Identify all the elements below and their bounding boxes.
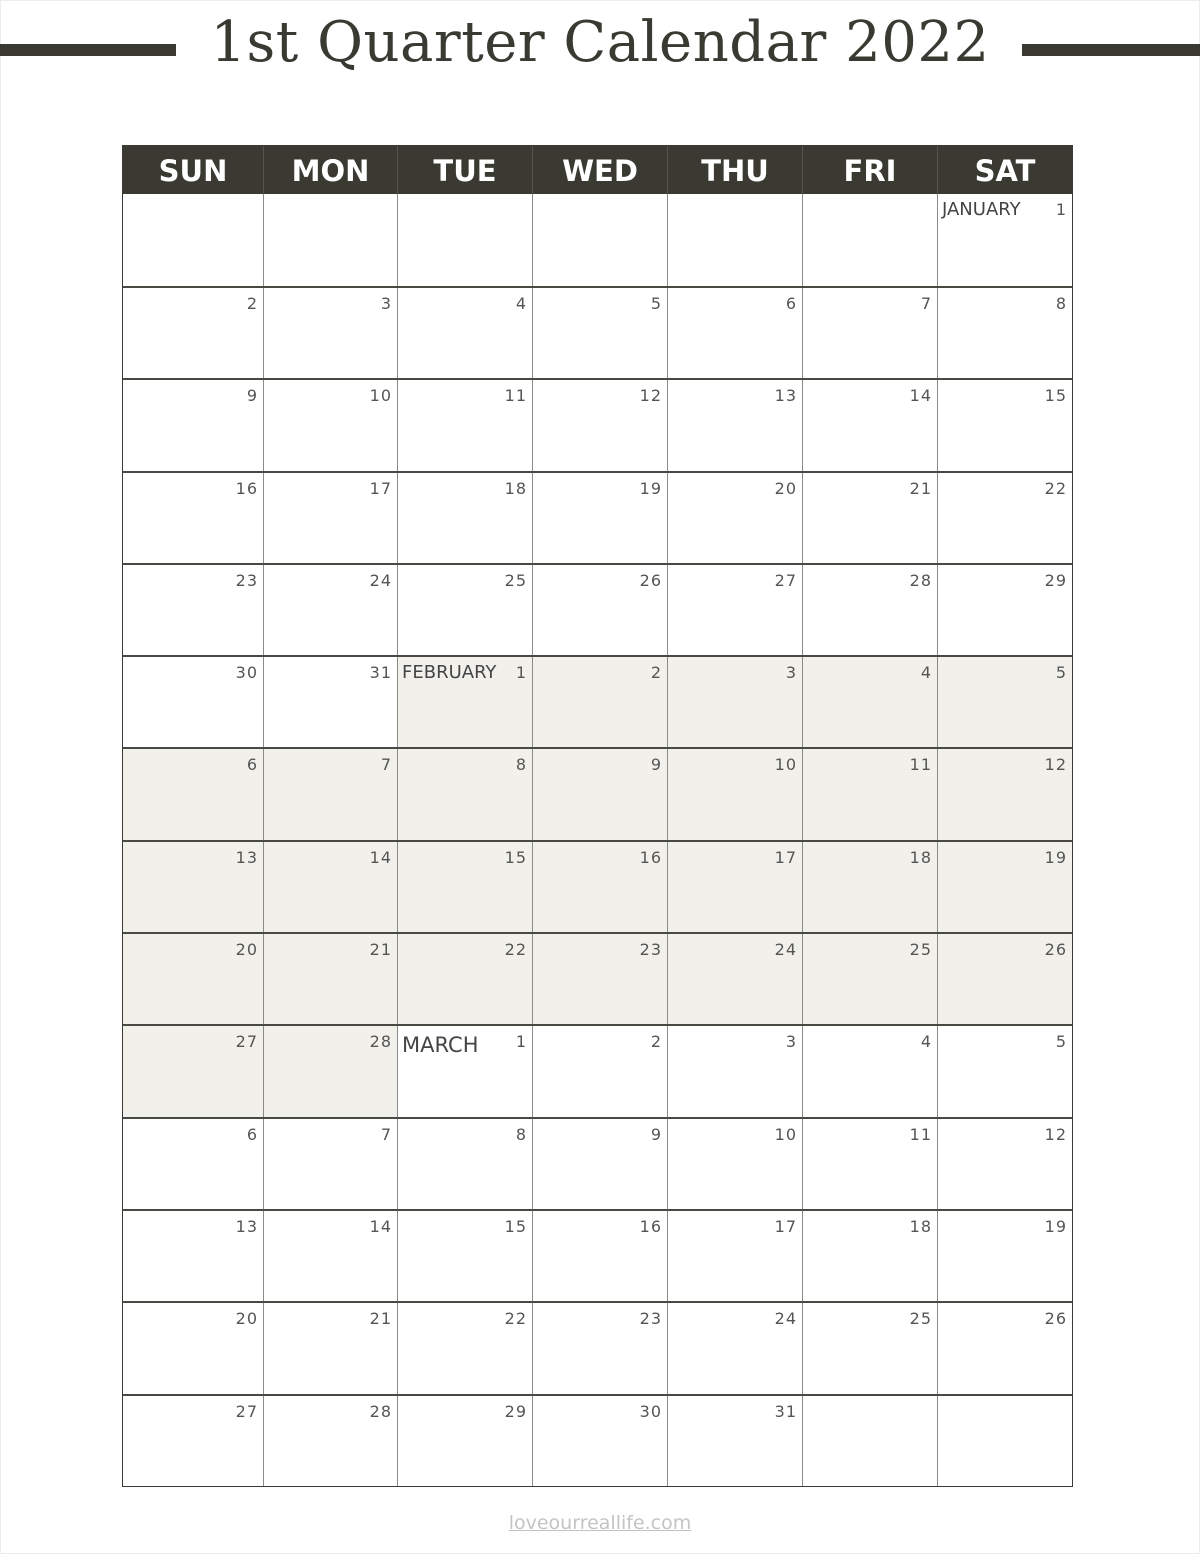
calendar-weeks <box>123 194 1072 1486</box>
day-number: 13 <box>774 386 797 406</box>
day-cell[interactable] <box>123 934 264 1024</box>
day-cell[interactable] <box>533 288 668 378</box>
day-number: 27 <box>235 1032 258 1052</box>
day-cell[interactable] <box>938 194 1072 286</box>
day-number: 9 <box>650 755 662 775</box>
day-cell[interactable] <box>938 1026 1072 1116</box>
footer-website-link[interactable]: loveourreallife.com <box>508 1512 692 1534</box>
title-decor-bar-right <box>1022 44 1200 56</box>
day-number: 5 <box>1055 1032 1067 1052</box>
day-cell[interactable] <box>123 473 264 563</box>
day-number: 6 <box>246 755 258 775</box>
day-cell[interactable] <box>533 194 668 286</box>
day-number: 25 <box>504 570 527 590</box>
weekday-header-mon: MON <box>264 146 398 196</box>
day-cell[interactable] <box>938 565 1072 655</box>
week-row <box>123 471 1072 563</box>
day-cell[interactable] <box>938 842 1072 932</box>
day-cell[interactable] <box>803 1396 938 1486</box>
day-number: 23 <box>639 1309 662 1329</box>
day-number: 28 <box>369 1032 392 1052</box>
month-label: JANUARY <box>942 199 1021 220</box>
day-number: 13 <box>235 847 258 867</box>
weekday-header-tue: TUE <box>398 146 533 196</box>
day-number: 10 <box>774 755 797 775</box>
day-number: 28 <box>369 1401 392 1421</box>
day-number: 12 <box>1044 755 1067 775</box>
day-cell[interactable] <box>803 1211 938 1301</box>
day-cell[interactable] <box>668 380 803 470</box>
day-cell[interactable] <box>398 380 533 470</box>
day-cell[interactable] <box>264 934 398 1024</box>
day-cell[interactable] <box>264 1396 398 1486</box>
day-number: 2 <box>650 1032 662 1052</box>
day-cell[interactable] <box>533 1119 668 1209</box>
day-number: 23 <box>235 570 258 590</box>
day-number: 27 <box>235 1401 258 1421</box>
day-cell[interactable] <box>533 1396 668 1486</box>
day-number: 3 <box>380 294 392 313</box>
day-number: 29 <box>504 1401 527 1421</box>
month-label: FEBRUARY <box>402 662 497 684</box>
day-number: 30 <box>235 663 258 683</box>
day-number: 19 <box>1044 1216 1067 1236</box>
day-number: 24 <box>774 1309 797 1329</box>
day-number: 21 <box>909 478 932 498</box>
week-row <box>123 563 1072 655</box>
day-cell[interactable] <box>803 288 938 378</box>
day-cell[interactable] <box>668 657 803 747</box>
day-cell[interactable] <box>803 380 938 470</box>
day-number: 3 <box>785 663 797 683</box>
day-cell[interactable] <box>398 749 533 839</box>
day-cell[interactable] <box>533 1026 668 1116</box>
day-cell[interactable] <box>803 657 938 747</box>
day-cell[interactable] <box>803 1303 938 1393</box>
day-number: 20 <box>774 478 797 498</box>
day-cell[interactable] <box>668 749 803 839</box>
day-cell[interactable] <box>938 749 1072 839</box>
day-number: 12 <box>1044 1124 1067 1144</box>
day-cell[interactable] <box>123 749 264 839</box>
day-number: 1 <box>515 663 527 683</box>
day-number: 7 <box>920 294 932 313</box>
weekday-header-thu: THU <box>668 146 803 196</box>
day-number: 22 <box>504 940 527 960</box>
day-number: 5 <box>1055 663 1067 683</box>
day-cell[interactable] <box>398 657 533 747</box>
day-number: 3 <box>785 1032 797 1052</box>
page-title: 1st Quarter Calendar 2022 <box>210 10 990 75</box>
day-number: 7 <box>380 1124 392 1144</box>
week-row <box>123 1209 1072 1301</box>
day-number: 31 <box>774 1401 797 1421</box>
week-row <box>123 378 1072 470</box>
day-cell[interactable] <box>668 1026 803 1116</box>
day-cell[interactable] <box>668 1303 803 1393</box>
day-cell[interactable] <box>668 842 803 932</box>
day-number: 10 <box>369 386 392 406</box>
day-number: 1 <box>515 1032 527 1052</box>
day-cell[interactable] <box>123 1119 264 1209</box>
day-cell[interactable] <box>264 1026 398 1116</box>
week-row <box>123 286 1072 378</box>
day-number: 4 <box>920 1032 932 1052</box>
day-number: 26 <box>1044 1309 1067 1329</box>
week-row <box>123 840 1072 932</box>
day-cell[interactable] <box>123 657 264 747</box>
day-cell[interactable] <box>668 1396 803 1486</box>
title-decor-bar-left <box>0 44 176 56</box>
day-cell[interactable] <box>398 934 533 1024</box>
day-cell[interactable] <box>533 380 668 470</box>
day-cell[interactable] <box>533 842 668 932</box>
day-number: 9 <box>246 386 258 406</box>
day-cell[interactable] <box>533 565 668 655</box>
day-cell[interactable] <box>668 934 803 1024</box>
day-number: 26 <box>1044 940 1067 960</box>
week-row <box>123 194 1072 286</box>
day-cell[interactable] <box>938 657 1072 747</box>
day-number: 9 <box>650 1124 662 1144</box>
day-number: 19 <box>639 478 662 498</box>
day-cell[interactable] <box>668 1211 803 1301</box>
day-cell[interactable] <box>123 1211 264 1301</box>
day-number: 8 <box>1055 294 1067 313</box>
day-cell[interactable] <box>803 565 938 655</box>
day-cell[interactable] <box>264 380 398 470</box>
day-cell[interactable] <box>668 288 803 378</box>
week-row <box>123 932 1072 1024</box>
weekday-header-sun: SUN <box>123 146 264 196</box>
day-cell[interactable] <box>938 1119 1072 1209</box>
day-cell[interactable] <box>533 1303 668 1393</box>
day-number: 24 <box>369 570 392 590</box>
day-cell[interactable] <box>938 1211 1072 1301</box>
day-number: 25 <box>909 940 932 960</box>
day-number: 14 <box>909 386 932 406</box>
day-cell[interactable] <box>533 1211 668 1301</box>
day-cell[interactable] <box>803 749 938 839</box>
day-cell[interactable] <box>398 194 533 286</box>
day-cell[interactable] <box>803 1026 938 1116</box>
day-number: 2 <box>246 294 258 313</box>
day-cell[interactable] <box>398 1303 533 1393</box>
week-row <box>123 655 1072 747</box>
day-cell[interactable] <box>938 934 1072 1024</box>
day-cell[interactable] <box>803 194 938 286</box>
day-number: 17 <box>774 1216 797 1236</box>
day-cell[interactable] <box>398 473 533 563</box>
day-cell[interactable] <box>398 565 533 655</box>
day-number: 25 <box>909 1309 932 1329</box>
weekday-header-row <box>123 146 1072 194</box>
week-row <box>123 1117 1072 1209</box>
day-number: 29 <box>1044 570 1067 590</box>
day-cell[interactable] <box>533 657 668 747</box>
day-number: 4 <box>515 294 527 313</box>
week-row <box>123 1394 1072 1486</box>
day-number: 11 <box>504 386 527 406</box>
day-cell[interactable] <box>123 380 264 470</box>
day-number: 10 <box>774 1124 797 1144</box>
day-cell[interactable] <box>938 288 1072 378</box>
day-cell[interactable] <box>264 842 398 932</box>
day-number: 19 <box>1044 847 1067 867</box>
day-number: 23 <box>639 940 662 960</box>
day-number: 12 <box>639 386 662 406</box>
day-cell[interactable] <box>398 1119 533 1209</box>
day-cell[interactable] <box>398 1396 533 1486</box>
day-cell[interactable] <box>398 1211 533 1301</box>
day-number: 31 <box>369 663 392 683</box>
day-number: 22 <box>504 1309 527 1329</box>
day-number: 1 <box>1055 200 1067 219</box>
day-number: 6 <box>246 1124 258 1144</box>
day-cell[interactable] <box>938 473 1072 563</box>
day-number: 16 <box>639 847 662 867</box>
day-cell[interactable] <box>123 1396 264 1486</box>
day-number: 15 <box>1044 386 1067 406</box>
day-number: 20 <box>235 1309 258 1329</box>
day-cell[interactable] <box>264 1211 398 1301</box>
day-number: 17 <box>774 847 797 867</box>
day-cell[interactable] <box>123 565 264 655</box>
day-cell[interactable] <box>938 1396 1072 1486</box>
day-number: 30 <box>639 1401 662 1421</box>
day-number: 17 <box>369 478 392 498</box>
day-cell[interactable] <box>123 194 264 286</box>
day-number: 14 <box>369 847 392 867</box>
day-cell[interactable] <box>803 842 938 932</box>
day-number: 24 <box>774 940 797 960</box>
day-number: 26 <box>639 570 662 590</box>
day-number: 16 <box>235 478 258 498</box>
day-cell[interactable] <box>264 749 398 839</box>
day-cell[interactable] <box>803 1119 938 1209</box>
day-cell[interactable] <box>264 1119 398 1209</box>
day-number: 18 <box>504 478 527 498</box>
day-cell[interactable] <box>803 934 938 1024</box>
day-cell[interactable] <box>938 380 1072 470</box>
day-number: 18 <box>909 1216 932 1236</box>
day-number: 14 <box>369 1216 392 1236</box>
month-label: MARCH <box>402 1033 479 1058</box>
day-number: 11 <box>909 755 932 775</box>
day-cell[interactable] <box>668 473 803 563</box>
day-number: 4 <box>920 663 932 683</box>
day-cell[interactable] <box>398 288 533 378</box>
day-cell[interactable] <box>264 194 398 286</box>
day-number: 27 <box>774 570 797 590</box>
day-number: 21 <box>369 1309 392 1329</box>
day-number: 16 <box>639 1216 662 1236</box>
day-number: 21 <box>369 940 392 960</box>
day-number: 28 <box>909 570 932 590</box>
day-number: 11 <box>909 1124 932 1144</box>
day-number: 8 <box>515 1124 527 1144</box>
day-number: 13 <box>235 1216 258 1236</box>
day-cell[interactable] <box>264 288 398 378</box>
day-cell[interactable] <box>668 1119 803 1209</box>
day-number: 2 <box>650 663 662 683</box>
day-number: 7 <box>380 755 392 775</box>
day-number: 18 <box>909 847 932 867</box>
weekday-header-wed: WED <box>533 146 668 196</box>
day-number: 15 <box>504 847 527 867</box>
day-number: 20 <box>235 940 258 960</box>
weekday-header-sat: SAT <box>974 154 1036 188</box>
day-number: 8 <box>515 755 527 775</box>
day-cell[interactable] <box>264 1303 398 1393</box>
day-number: 15 <box>504 1216 527 1236</box>
quarter-calendar-grid <box>122 145 1073 1487</box>
day-cell[interactable] <box>803 473 938 563</box>
day-cell[interactable] <box>533 749 668 839</box>
day-cell[interactable] <box>398 842 533 932</box>
day-cell[interactable] <box>938 1303 1072 1393</box>
week-row <box>123 747 1072 839</box>
day-cell[interactable] <box>123 288 264 378</box>
day-number: 22 <box>1044 478 1067 498</box>
day-cell[interactable] <box>668 194 803 286</box>
day-number: 6 <box>785 294 797 313</box>
day-cell[interactable] <box>668 565 803 655</box>
day-cell[interactable] <box>123 842 264 932</box>
week-row <box>123 1301 1072 1393</box>
weekday-header-fri: FRI <box>803 146 938 196</box>
day-number: 5 <box>650 294 662 313</box>
day-cell[interactable] <box>398 1026 533 1116</box>
week-row <box>123 1024 1072 1116</box>
day-cell[interactable] <box>533 473 668 563</box>
day-cell[interactable] <box>264 565 398 655</box>
day-cell[interactable] <box>533 934 668 1024</box>
day-cell[interactable] <box>123 1026 264 1116</box>
day-cell[interactable] <box>264 473 398 563</box>
day-cell[interactable] <box>123 1303 264 1393</box>
day-cell[interactable] <box>264 657 398 747</box>
